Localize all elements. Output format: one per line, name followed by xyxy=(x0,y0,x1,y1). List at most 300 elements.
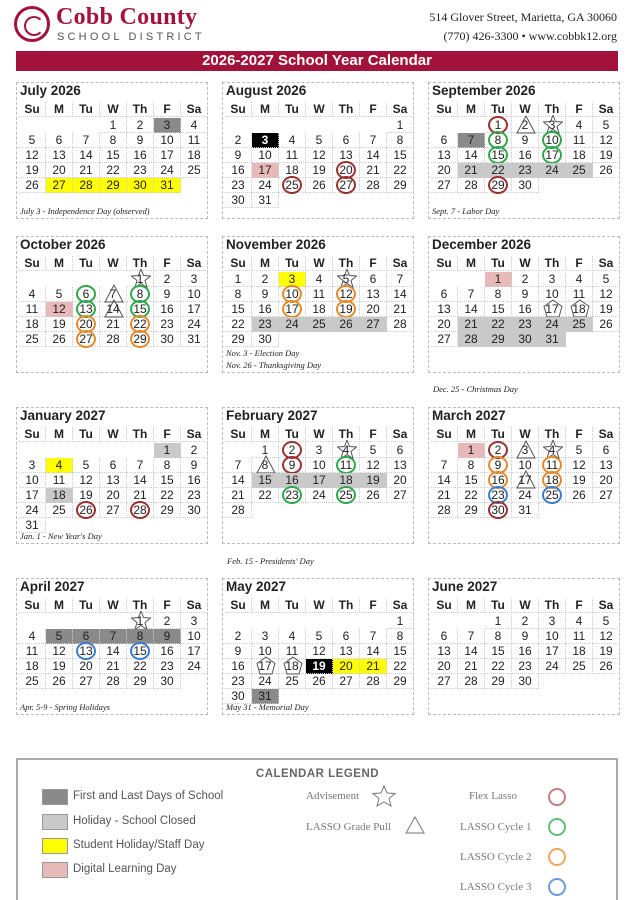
day-cell: 24 xyxy=(154,163,181,178)
weekday-header: Sa xyxy=(593,256,620,271)
day-cell: 26 xyxy=(566,488,593,503)
weekday-header: Th xyxy=(539,598,566,613)
day-cell: 3 xyxy=(181,272,208,287)
weekday-header: W xyxy=(512,256,539,271)
day-cell: 22 xyxy=(225,317,252,332)
day-cell: 19 xyxy=(593,302,620,317)
day-cell: 11 xyxy=(181,133,208,148)
day-cell: 18 xyxy=(279,659,306,674)
day-cell: 2 xyxy=(252,272,279,287)
day-cell: 26 xyxy=(306,178,333,193)
weekday-header: Tu xyxy=(73,256,100,271)
weekday-header: M xyxy=(252,102,279,117)
weekday-header: Tu xyxy=(485,102,512,117)
day-cell: 26 xyxy=(333,317,360,332)
weekday-header: Th xyxy=(127,598,154,613)
flex-lasso-circle-icon xyxy=(548,788,566,806)
weekday-header: Sa xyxy=(593,427,620,442)
day-cell: 2 xyxy=(154,614,181,629)
day-cell: 31 xyxy=(154,178,181,193)
day-cell: 20 xyxy=(333,163,360,178)
day-cell: 26 xyxy=(306,674,333,689)
weekday-header: Su xyxy=(225,427,252,442)
cycle3-circle-icon xyxy=(548,878,566,896)
day-cell: 30 xyxy=(252,332,279,347)
day-cell: 27 xyxy=(73,332,100,347)
legend-first-last-label: First and Last Days of School xyxy=(73,790,224,802)
day-cell: 20 xyxy=(593,473,620,488)
day-cell: 17 xyxy=(181,644,208,659)
day-cell: 15 xyxy=(127,302,154,317)
legend-cycle1-label: LASSO Cycle 1 xyxy=(460,821,532,833)
day-cell: 26 xyxy=(593,317,620,332)
day-cell: 14 xyxy=(225,473,252,488)
day-cell: 18 xyxy=(566,302,593,317)
day-cell: 25 xyxy=(566,163,593,178)
day-cell: 25 xyxy=(566,317,593,332)
day-cell: 21 xyxy=(360,163,387,178)
weekday-header: M xyxy=(46,598,73,613)
day-cell: 11 xyxy=(333,458,360,473)
weekday-header: W xyxy=(512,102,539,117)
weekday-header: F xyxy=(360,256,387,271)
day-cell: 2 xyxy=(181,443,208,458)
weekday-header: Th xyxy=(333,256,360,271)
day-cell: 2 xyxy=(225,133,252,148)
day-cell: 30 xyxy=(512,332,539,347)
weekday-header: M xyxy=(458,102,485,117)
weekday-header: Tu xyxy=(485,598,512,613)
day-cell: 18 xyxy=(19,317,46,332)
day-cell: 8 xyxy=(485,133,512,148)
day-cell: 25 xyxy=(279,178,306,193)
day-cell: 7 xyxy=(127,458,154,473)
day-cell: 3 xyxy=(19,458,46,473)
weekday-header: Tu xyxy=(73,598,100,613)
weekday-header: Sa xyxy=(181,102,208,117)
weekday-header: Sa xyxy=(387,102,414,117)
day-cell: 5 xyxy=(19,133,46,148)
calendar-title-banner: 2026-2027 School Year Calendar xyxy=(16,51,618,71)
day-cell: 21 xyxy=(360,659,387,674)
day-cell: 14 xyxy=(431,473,458,488)
day-cell: 28 xyxy=(127,503,154,518)
weekday-header: Su xyxy=(431,598,458,613)
day-cell: 25 xyxy=(46,503,73,518)
month-title: November 2026 xyxy=(226,237,326,252)
weekday-header: Tu xyxy=(279,102,306,117)
day-cell: 24 xyxy=(279,317,306,332)
day-cell: 3 xyxy=(181,614,208,629)
day-cell: 2 xyxy=(485,443,512,458)
day-cell: 15 xyxy=(485,148,512,163)
day-cell: 2 xyxy=(154,272,181,287)
weekday-header: W xyxy=(306,598,333,613)
day-cell: 23 xyxy=(154,659,181,674)
weekday-header: M xyxy=(458,598,485,613)
day-cell: 21 xyxy=(387,302,414,317)
day-cell: 13 xyxy=(387,458,414,473)
cycle1-circle-icon xyxy=(548,818,566,836)
day-cell: 4 xyxy=(19,629,46,644)
day-cell: 1 xyxy=(127,272,154,287)
weekday-header: Sa xyxy=(593,102,620,117)
day-cell: 25 xyxy=(181,163,208,178)
day-cell: 16 xyxy=(154,644,181,659)
day-cell: 13 xyxy=(593,458,620,473)
day-cell: 10 xyxy=(181,629,208,644)
day-cell: 7 xyxy=(100,287,127,302)
weekday-header: F xyxy=(566,427,593,442)
day-cell: 8 xyxy=(127,629,154,644)
day-cell: 7 xyxy=(360,629,387,644)
day-cell: 6 xyxy=(46,133,73,148)
day-cell: 24 xyxy=(539,659,566,674)
day-cell: 8 xyxy=(387,629,414,644)
day-cell: 9 xyxy=(512,629,539,644)
day-cell: 27 xyxy=(431,332,458,347)
day-cell: 5 xyxy=(333,272,360,287)
day-cell: 27 xyxy=(333,674,360,689)
legend-advisement-label: Advisement xyxy=(306,790,360,802)
legend-grade-pull-label: LASSO Grade Pull xyxy=(306,821,391,833)
day-cell: 13 xyxy=(100,473,127,488)
day-cell: 30 xyxy=(512,674,539,689)
weekday-header: Th xyxy=(127,256,154,271)
day-cell: 12 xyxy=(46,644,73,659)
day-cell: 6 xyxy=(387,443,414,458)
day-cell: 31 xyxy=(512,503,539,518)
day-cell: 9 xyxy=(225,148,252,163)
day-cell: 26 xyxy=(593,659,620,674)
day-cell: 4 xyxy=(19,287,46,302)
weekday-header: Th xyxy=(127,102,154,117)
day-cell: 17 xyxy=(512,473,539,488)
day-cell: 10 xyxy=(252,148,279,163)
weekday-header: Th xyxy=(333,598,360,613)
day-cell: 11 xyxy=(279,644,306,659)
day-cell: 14 xyxy=(360,644,387,659)
day-cell: 22 xyxy=(387,163,414,178)
day-cell: 11 xyxy=(539,458,566,473)
weekday-header: Su xyxy=(225,256,252,271)
day-cell: 30 xyxy=(154,332,181,347)
day-cell: 22 xyxy=(127,317,154,332)
legend-cycle3-label: LASSO Cycle 3 xyxy=(460,881,532,893)
day-cell: 20 xyxy=(46,163,73,178)
day-cell: 24 xyxy=(306,488,333,503)
month-title: January 2027 xyxy=(20,408,106,423)
day-cell: 15 xyxy=(485,644,512,659)
day-cell: 15 xyxy=(458,473,485,488)
legend-cycle2-label: LASSO Cycle 2 xyxy=(460,851,532,863)
day-cell: 26 xyxy=(19,178,46,193)
day-cell: 4 xyxy=(566,272,593,287)
month-january-2027 xyxy=(16,407,208,544)
month-note: Nov. 26 - Thanksgiving Day xyxy=(226,360,321,370)
day-cell: 25 xyxy=(333,488,360,503)
day-cell: 19 xyxy=(19,163,46,178)
day-cell: 5 xyxy=(593,118,620,133)
day-cell: 29 xyxy=(387,674,414,689)
day-cell: 21 xyxy=(431,488,458,503)
day-cell: 6 xyxy=(431,133,458,148)
weekday-header: Tu xyxy=(485,256,512,271)
day-cell: 25 xyxy=(566,659,593,674)
day-cell: 24 xyxy=(539,163,566,178)
day-cell: 24 xyxy=(252,178,279,193)
month-note: Nov. 3 - Election Day xyxy=(226,348,300,358)
weekday-header: M xyxy=(46,102,73,117)
weekday-header: M xyxy=(252,256,279,271)
month-title: September 2026 xyxy=(432,83,536,98)
day-cell: 13 xyxy=(333,644,360,659)
day-cell: 7 xyxy=(225,458,252,473)
day-cell: 17 xyxy=(539,644,566,659)
weekday-header: Su xyxy=(225,102,252,117)
day-cell: 12 xyxy=(593,133,620,148)
day-cell: 10 xyxy=(154,133,181,148)
day-cell: 12 xyxy=(306,148,333,163)
weekday-header: Th xyxy=(333,427,360,442)
day-cell: 19 xyxy=(46,659,73,674)
day-cell: 25 xyxy=(539,488,566,503)
day-cell: 23 xyxy=(512,163,539,178)
day-cell: 18 xyxy=(46,488,73,503)
day-cell: 9 xyxy=(512,287,539,302)
day-cell: 4 xyxy=(46,458,73,473)
day-cell: 30 xyxy=(127,178,154,193)
day-cell: 2 xyxy=(127,118,154,133)
day-cell: 15 xyxy=(225,302,252,317)
day-cell: 19 xyxy=(306,659,333,674)
day-cell: 1 xyxy=(485,614,512,629)
month-note: May 31 - Memorial Day xyxy=(226,702,309,712)
day-cell: 12 xyxy=(306,644,333,659)
day-cell: 20 xyxy=(387,473,414,488)
day-cell: 30 xyxy=(512,178,539,193)
day-cell: 9 xyxy=(485,458,512,473)
month-note: Sept. 7 - Labor Day xyxy=(432,206,500,216)
day-cell: 1 xyxy=(154,443,181,458)
month-title: July 2026 xyxy=(20,83,81,98)
day-cell: 13 xyxy=(46,148,73,163)
day-cell: 2 xyxy=(279,443,306,458)
day-cell: 5 xyxy=(593,614,620,629)
month-september-2026 xyxy=(428,82,620,219)
day-cell: 31 xyxy=(19,518,46,533)
day-cell: 11 xyxy=(19,302,46,317)
day-cell: 23 xyxy=(225,674,252,689)
day-cell: 12 xyxy=(566,458,593,473)
day-cell: 18 xyxy=(306,302,333,317)
day-cell: 29 xyxy=(485,178,512,193)
weekday-header: F xyxy=(566,598,593,613)
day-cell: 19 xyxy=(593,644,620,659)
day-cell: 18 xyxy=(566,644,593,659)
month-title: April 2027 xyxy=(20,579,85,594)
day-cell: 24 xyxy=(539,317,566,332)
day-cell: 3 xyxy=(539,614,566,629)
cycle2-circle-icon xyxy=(548,848,566,866)
day-cell: 21 xyxy=(127,488,154,503)
day-cell: 1 xyxy=(127,614,154,629)
day-cell: 8 xyxy=(485,629,512,644)
day-cell: 4 xyxy=(181,118,208,133)
day-cell: 29 xyxy=(485,332,512,347)
day-cell: 21 xyxy=(458,659,485,674)
day-cell: 6 xyxy=(333,133,360,148)
day-cell: 24 xyxy=(181,317,208,332)
day-cell: 14 xyxy=(100,644,127,659)
day-cell: 3 xyxy=(539,118,566,133)
day-cell: 9 xyxy=(252,287,279,302)
day-cell: 25 xyxy=(19,332,46,347)
day-cell: 22 xyxy=(387,659,414,674)
day-cell: 23 xyxy=(225,178,252,193)
weekday-header: Th xyxy=(127,427,154,442)
day-cell: 11 xyxy=(566,287,593,302)
legend-digital-label: Digital Learning Day xyxy=(73,863,177,875)
day-cell: 13 xyxy=(73,644,100,659)
day-cell: 13 xyxy=(431,644,458,659)
month-title: August 2026 xyxy=(226,83,307,98)
legend-holiday-label: Holiday - School Closed xyxy=(73,815,196,827)
day-cell: 20 xyxy=(100,488,127,503)
day-cell: 6 xyxy=(431,629,458,644)
day-cell: 9 xyxy=(225,644,252,659)
day-cell: 14 xyxy=(100,302,127,317)
day-cell: 9 xyxy=(127,133,154,148)
weekday-header: Su xyxy=(431,102,458,117)
day-cell: 11 xyxy=(566,133,593,148)
day-cell: 29 xyxy=(225,332,252,347)
day-cell: 7 xyxy=(458,287,485,302)
day-cell: 5 xyxy=(46,629,73,644)
day-cell: 16 xyxy=(512,148,539,163)
day-cell: 5 xyxy=(566,443,593,458)
day-cell: 16 xyxy=(181,473,208,488)
day-cell: 27 xyxy=(73,674,100,689)
legend-student-holiday-label: Student Holiday/Staff Day xyxy=(73,839,205,851)
day-cell: 13 xyxy=(431,302,458,317)
day-cell: 22 xyxy=(485,163,512,178)
weekday-header: Tu xyxy=(279,598,306,613)
month-june-2027 xyxy=(428,578,620,715)
day-cell: 17 xyxy=(279,302,306,317)
weekday-header: W xyxy=(306,427,333,442)
day-cell: 11 xyxy=(306,287,333,302)
weekday-header: W xyxy=(512,598,539,613)
day-cell: 27 xyxy=(431,178,458,193)
month-title: February 2027 xyxy=(226,408,318,423)
day-cell: 4 xyxy=(333,443,360,458)
day-cell: 2 xyxy=(512,118,539,133)
month-note: Jan. 1 - New Year's Day xyxy=(20,531,102,541)
day-cell: 1 xyxy=(458,443,485,458)
day-cell: 21 xyxy=(458,163,485,178)
day-cell: 14 xyxy=(458,148,485,163)
month-may-2027 xyxy=(222,578,414,715)
weekday-header: Su xyxy=(431,256,458,271)
day-cell: 3 xyxy=(154,118,181,133)
day-cell: 16 xyxy=(512,644,539,659)
day-cell: 8 xyxy=(252,458,279,473)
day-cell: 27 xyxy=(46,178,73,193)
weekday-header: F xyxy=(154,427,181,442)
day-cell: 24 xyxy=(181,659,208,674)
weekday-header: M xyxy=(46,427,73,442)
day-cell: 28 xyxy=(458,674,485,689)
weekday-header: Su xyxy=(19,598,46,613)
day-cell: 8 xyxy=(127,287,154,302)
day-cell: 14 xyxy=(127,473,154,488)
weekday-header: Sa xyxy=(181,427,208,442)
day-cell: 23 xyxy=(252,317,279,332)
day-cell: 18 xyxy=(566,148,593,163)
day-cell: 25 xyxy=(19,674,46,689)
day-cell: 21 xyxy=(458,317,485,332)
day-cell: 22 xyxy=(100,163,127,178)
day-cell: 30 xyxy=(225,193,252,208)
day-cell: 6 xyxy=(360,272,387,287)
weekday-header: W xyxy=(100,102,127,117)
day-cell: 1 xyxy=(252,443,279,458)
triangle-icon xyxy=(404,815,426,835)
day-cell: 21 xyxy=(225,488,252,503)
day-cell: 20 xyxy=(431,317,458,332)
day-cell: 12 xyxy=(593,629,620,644)
day-cell: 18 xyxy=(333,473,360,488)
day-cell: 31 xyxy=(252,689,279,704)
day-cell: 10 xyxy=(306,458,333,473)
day-cell: 10 xyxy=(19,473,46,488)
day-cell: 27 xyxy=(360,317,387,332)
day-cell: 6 xyxy=(73,629,100,644)
weekday-header: F xyxy=(154,598,181,613)
day-cell: 24 xyxy=(19,503,46,518)
day-cell: 27 xyxy=(100,503,127,518)
legend-title: CALENDAR LEGEND xyxy=(255,768,380,780)
day-cell: 30 xyxy=(181,503,208,518)
weekday-header: Tu xyxy=(485,427,512,442)
day-cell: 18 xyxy=(539,473,566,488)
day-cell: 19 xyxy=(73,488,100,503)
day-cell: 15 xyxy=(387,148,414,163)
day-cell: 16 xyxy=(252,302,279,317)
day-cell: 15 xyxy=(387,644,414,659)
day-cell: 15 xyxy=(252,473,279,488)
day-cell: 10 xyxy=(181,287,208,302)
day-cell: 16 xyxy=(512,302,539,317)
day-cell: 26 xyxy=(593,163,620,178)
day-cell: 22 xyxy=(458,488,485,503)
day-cell: 8 xyxy=(100,133,127,148)
day-cell: 21 xyxy=(73,163,100,178)
day-cell: 17 xyxy=(539,302,566,317)
day-cell: 10 xyxy=(539,133,566,148)
day-cell: 27 xyxy=(387,488,414,503)
day-cell: 5 xyxy=(306,133,333,148)
day-cell: 17 xyxy=(252,659,279,674)
day-cell: 19 xyxy=(566,473,593,488)
legend-swatch-first-last xyxy=(42,789,68,805)
day-cell: 7 xyxy=(458,629,485,644)
day-cell: 28 xyxy=(360,674,387,689)
month-november-2026 xyxy=(222,236,414,373)
weekday-header: Sa xyxy=(387,427,414,442)
day-cell: 31 xyxy=(181,332,208,347)
